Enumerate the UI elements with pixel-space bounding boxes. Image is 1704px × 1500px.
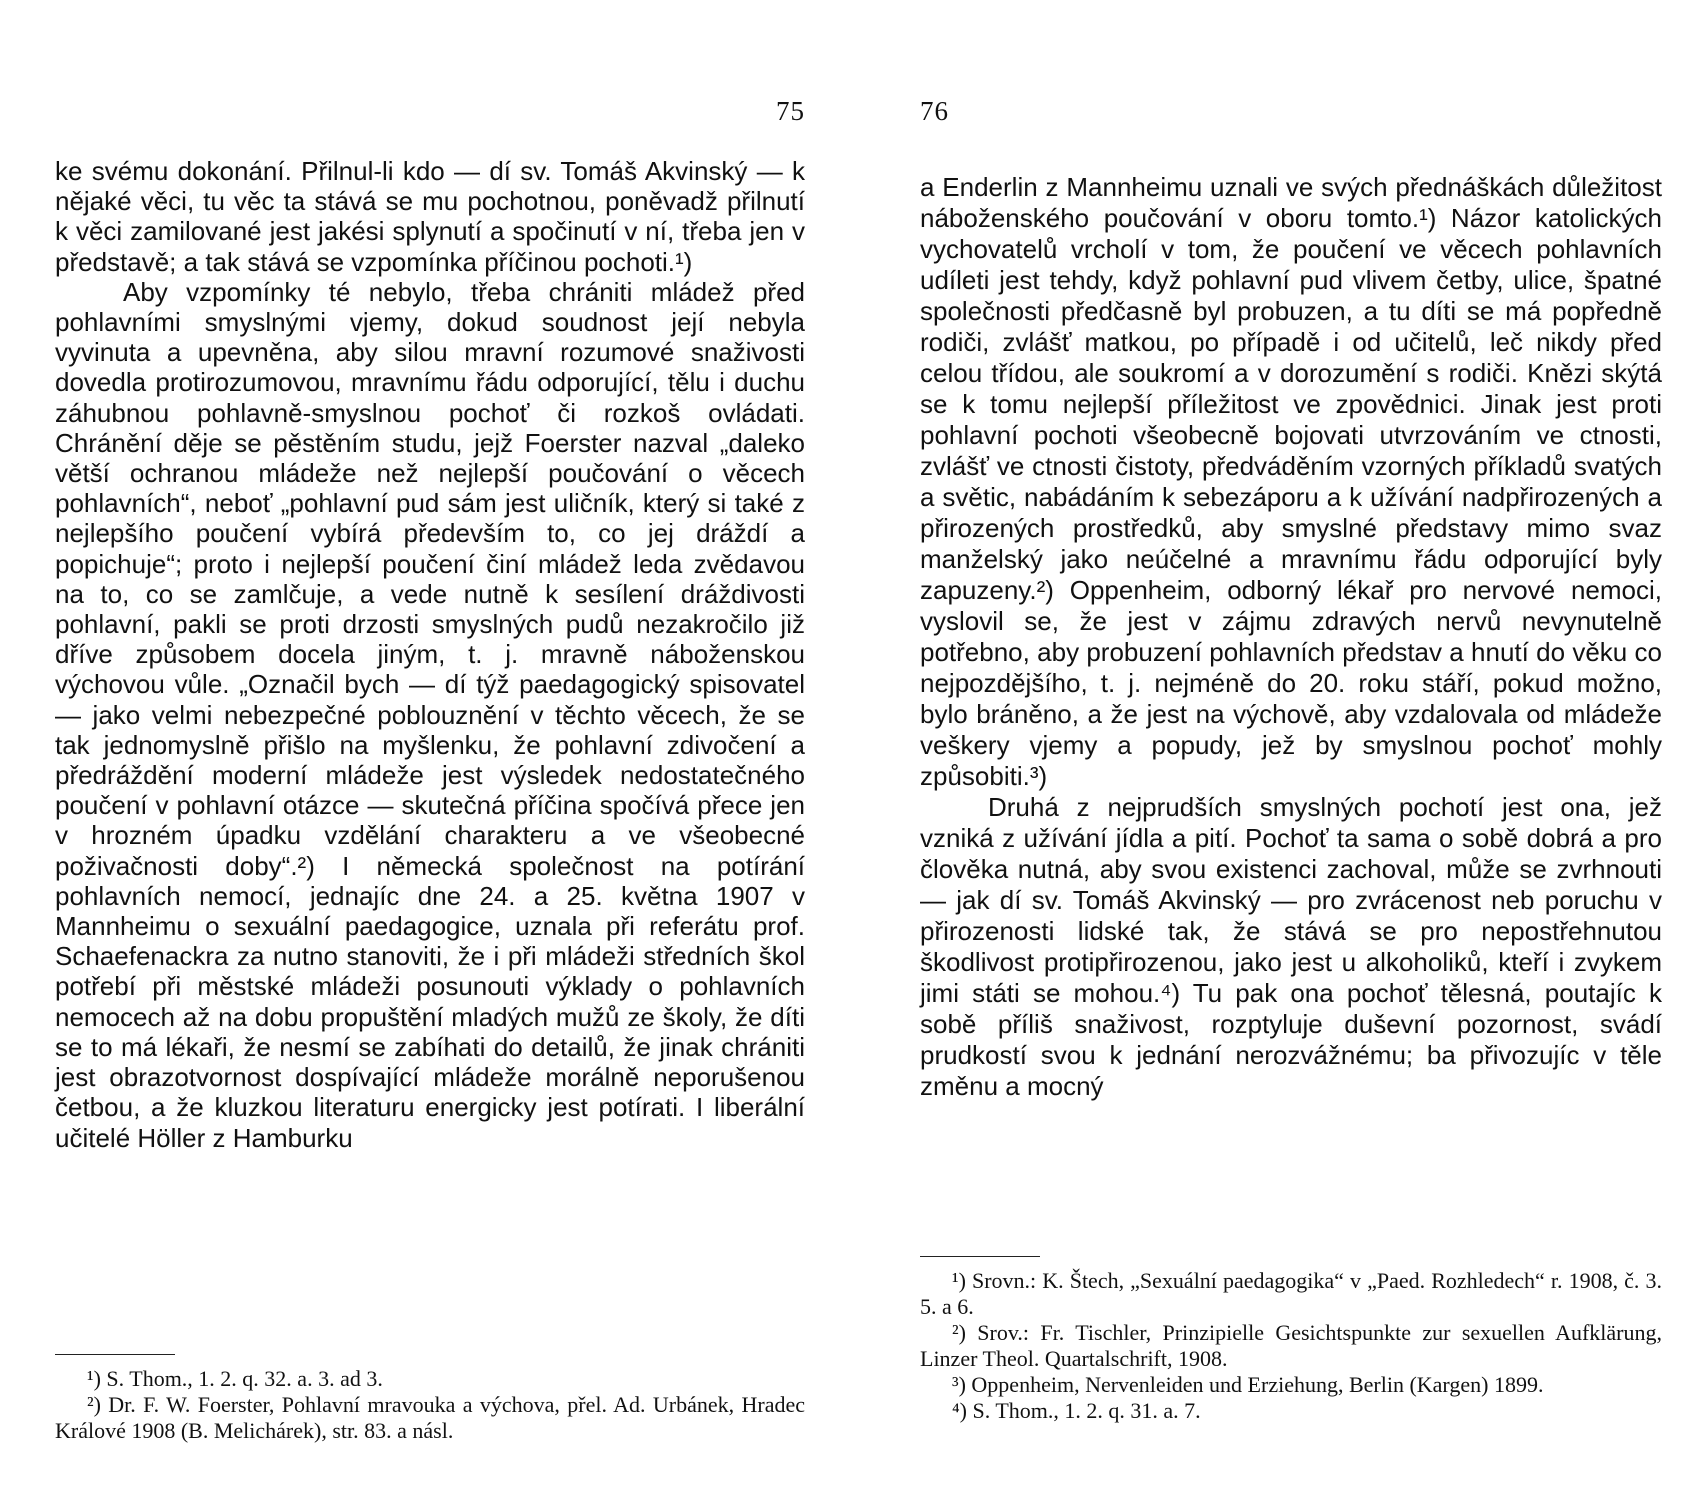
footnote: ²) Srov.: Fr. Tischler, Prinzipielle Gesichtspunkte zur sexuellen Aufklärung, Linzer Theol. Quartalschrift, 1908.	[920, 1320, 1662, 1371]
body-text	[55, 156, 805, 1153]
footnote: ⁴) S. Thom., 1. 2. q. 31. a. 7.	[952, 1398, 1201, 1423]
page-number: 75	[776, 96, 805, 126]
right-page	[920, 0, 1662, 1500]
footnote-divider	[55, 1354, 175, 1355]
paragraph: a Enderlin z Mannheimu uznali ve svých přednáškách důležitost náboženského poučování v oboru tomto.¹) Názor katolických vychovatelů vrcholí v tom, že poučení ve věcech pohlavních udíleti jest tehdy, když pohlavní pud vlivem četby, ulice, špatné společnosti předčasně byl probuzen, a tu díti se má popředně rodiči, zvlášť matkou, po případě i od učitelů, leč nikdy před celou třídou, ale soukromí a v dorozumění s rodiči. Knězi skýtá se k tomu nejlepší příležitost ve zpovědnici. Jinak jest proti pohlavní pochoti všeobecně bojovati utvrzováním ve ctnosti, zvlášť ve ctnosti čistoty, předváděním vzorných příkladů svatých a světic, nabádáním k sebezáporu a k užívání nadpřirozených a přirozených prostředků, aby smyslné představy mimo svaz manželský jako neúčelné a mravnímu řádu odporující byly zapuzeny.²) Oppenheim, odborný lékař pro nervové nemoci, vyslovil se, že jest v zájmu zdravých nervů nevynutelně potřebno, aby probuzení pohlavních představ a hnutí do věku co nejpozdějšího, t. j. nejméně do 20. roku stáří, pokud možno, bylo bráněno, a že jest na výchově, aby vzdalovala od mládeže veškery vjemy a popudy, jež by smyslnou pochoť mohly způsobiti.³)	[920, 172, 1662, 791]
footnote-divider	[920, 1256, 1040, 1257]
footnote: ¹) Srovn.: K. Štech, „Sexuální paedagogika“ v „Paed. Rozhledech“ r. 1908, č. 3. 5. a 6.	[920, 1268, 1662, 1319]
footnotes	[55, 1366, 805, 1444]
left-page	[55, 0, 805, 1500]
paragraph: ke svému dokonání. Přilnul-li kdo — dí sv. Tomáš Akvinský — k nějaké věci, tu věc ta stává se mu pochotnou, poněvadž přilnutí k věci zamilované jest jakési splynutí a spočinutí v ní, třeba jen v představě; a tak stává se vzpomínka příčinou pochoti.¹)	[55, 156, 805, 277]
footnotes	[920, 1268, 1662, 1424]
paragraph: Aby vzpomínky té nebylo, třeba chrániti mládež před pohlavními smyslnými vjemy, dokud soudnost její nebyla vyvinuta a upevněna, aby silou mravní rozumové snaživosti dovedla protirozumovou, mravnímu řádu odporující, tělu i duchu záhubnou pohlavně-smyslnou pochoť či rozkoš ovládati. Chránění děje se pěstěním studu, jejž Foerster nazval „daleko větší ochranou mládeže než nejlepší poučování o věcech pohlavních“, neboť „pohlavní pud sám jest uličník, který si také z nejlepšího poučení vybírá především to, co jej dráždí a popichuje“; proto i nejlepší poučení činí mládež leda zvědavou na to, co se zamlčuje, a vede nutně k sesílení dráždivosti pohlavní, pakli se proti drzosti smyslných pudů nezakročilo již dříve způsobem docela jiným, t. j. mravně náboženskou výchovou vůle. „Označil bych — dí týž paedagogický spisovatel — jako velmi nebezpečné poblouznění v těchto věcech, že se tak jednomyslně přišlo na myšlenku, že pohlavní zdivočení a předráždění moderní mládeže jest výsledek nedostatečného poučení v pohlavní otázce — skutečná příčina spočívá přece jen v hrozném úpadku vzdělání charakteru a ve všeobecné poživačnosti doby“.²) I německá společnost na potírání pohlavních nemocí, jednajíc dne 24. a 25. května 1907 v Mannheimu o sexuální paedagogice, uznala při referátu prof. Schaefenackra za nutno stanoviti, že i při mládeži středních škol potřebí při městské mládeži posunouti výklady o pohlavních nemocech až na dobu propuštění mladých mužů ze školy, že díti se to má lékaři, že nesmí se zabíhati do detailů, že jinak chrániti jest obrazotvornost dospívající mládeže morálně neporušenou četbou, a že kluzkou literaturu energicky jest potírati. I liberální učitelé Höller z Hamburku	[55, 276, 805, 1153]
footnote: ³) Oppenheim, Nervenleiden und Erziehung, Berlin (Kargen) 1899.	[952, 1372, 1544, 1397]
footnote: ¹) S. Thom., 1. 2. q. 32. a. 3. ad 3.	[87, 1366, 383, 1391]
footnote: ²) Dr. F. W. Foerster, Pohlavní mravouka a výchova, přel. Ad. Urbánek, Hradec Králové 1908 (B. Melichárek), str. 83. a násl.	[55, 1392, 805, 1443]
body-text	[920, 172, 1662, 1102]
paragraph: Druhá z nejprudších smyslných pochotí jest ona, jež vzniká z užívání jídla a pití. Pochoť ta sama o sobě dobrá a pro člověka nutná, aby svou existenci zachoval, může se zvrhnouti — jak dí sv. Tomáš Akvinský — pro zvrácenost neb poruchu v přirozenosti lidské tak, že stává se pro nepostřehnutou škodlivost protipřirozenou, jako jest u alkoholiků, kteří i zvykem jimi státi se mohou.⁴) Tu pak ona pochoť tělesná, poutajíc k sobě příliš snaživost, rozptyluje duševní pozornost, svádí prudkostí svou k jednání nerozvážnému; ba přivozujíc v těle změnu a mocný	[920, 792, 1662, 1101]
page-number: 76	[920, 96, 949, 126]
